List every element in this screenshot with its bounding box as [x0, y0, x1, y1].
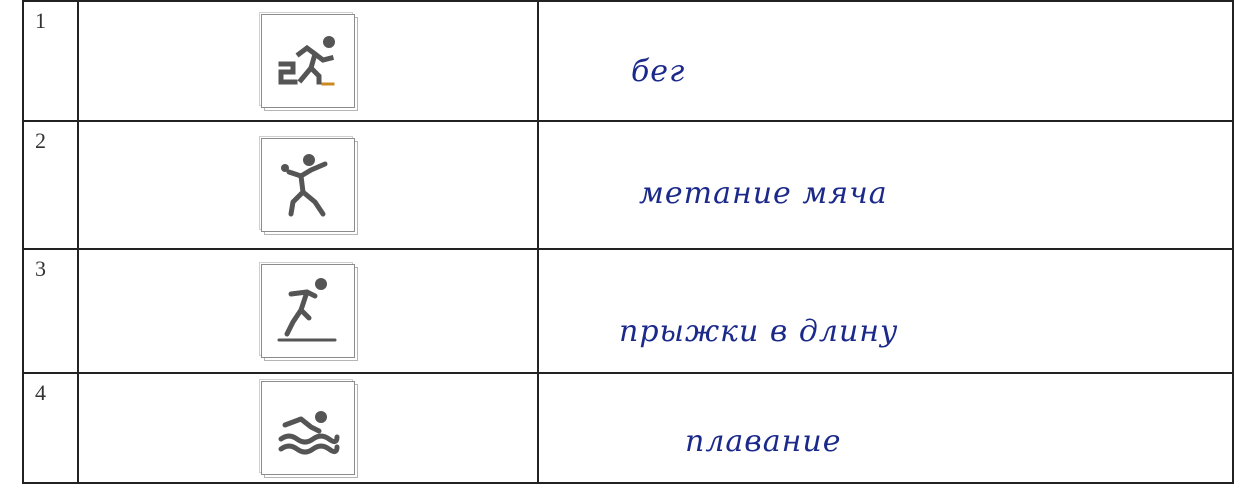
- row-number: 1: [35, 8, 46, 33]
- row-number: 3: [35, 256, 46, 281]
- pictogram-cell: [78, 373, 538, 483]
- table-row: [23, 1, 1233, 121]
- sports-table: [22, 0, 1234, 484]
- running-icon: [261, 14, 355, 108]
- handwritten-answer: плавание: [685, 424, 842, 459]
- table-row: [23, 121, 1233, 249]
- answer-cell: [538, 121, 1233, 249]
- ball-throw-icon: [261, 138, 355, 232]
- handwritten-answer: прыжки в длину: [619, 314, 899, 349]
- answer-cell: [538, 373, 1233, 483]
- row-number-cell: [23, 249, 78, 373]
- row-number: 4: [35, 380, 46, 405]
- handwritten-answer: метание мяча: [639, 176, 888, 211]
- pictogram-cell: [78, 121, 538, 249]
- table-row: [23, 373, 1233, 483]
- answer-cell: [538, 249, 1233, 373]
- pictogram-cell: [78, 249, 538, 373]
- row-number-cell: [23, 1, 78, 121]
- row-number: 2: [35, 128, 46, 153]
- table-row: [23, 249, 1233, 373]
- long-jump-icon: [261, 264, 355, 358]
- row-number-cell: [23, 373, 78, 483]
- answer-cell: [538, 1, 1233, 121]
- swimming-icon: [261, 381, 355, 475]
- row-number-cell: [23, 121, 78, 249]
- handwritten-answer: бег: [631, 54, 686, 89]
- pictogram-cell: [78, 1, 538, 121]
